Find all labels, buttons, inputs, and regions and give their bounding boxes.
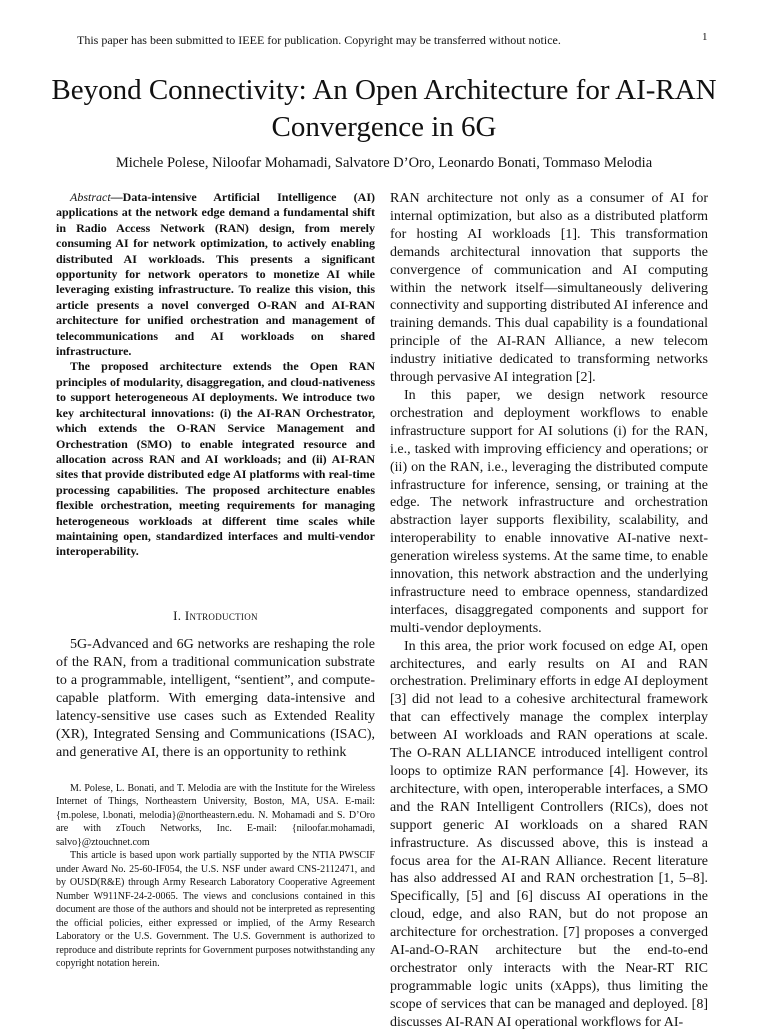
abstract-paragraph-1 (56, 190, 375, 359)
abstract-text-1: —Data-intensive Artificial Intelligence (AI) applications at the network edge demand a fundamental shift in Radio Access Network (RAN) design, from merely consuming AI for network optimization, to actively enabling distributed AI workloads. This presents a significant opportunity for network operators to monetize AI while leveraging existing infrastructure. To realize this vision, this article presents a novel converged O-RAN and AI-RAN architecture for unified orchestration and management of telecommunications and AI workloads on shared infrastructure. (56, 190, 375, 359)
submission-notice: This paper has been submitted to IEEE for publication. Copyright may be transferred without notice. (77, 33, 561, 47)
abstract-label: Abstract (70, 190, 111, 204)
page-number: 1 (702, 31, 708, 43)
left-column (56, 190, 375, 971)
intro-paragraph-2: In this paper, we design network resource orchestration and deployment workflows to enable infrastructure support for AI solutions (i) for the RAN, i.e., tasked with improving efficiency and operations; or (ii) on the RAN, i.e., leveraging the distributed compute infrastructure for inference, sensing, or training at the edge. The network infrastructure and orchestration abstraction layer supports flexibility, scalability, and interoperability to enable innovative AI-native next-generation wireless systems. At the same time, to enable innovation, this network abstraction and the underlying infrastructure need to embrace openness, standardized interfaces, disaggregated components and support for multi-vendor deployments. (390, 387, 708, 636)
footnote-funding: This article is based upon work partially supported by the NTIA PWSCIF under Award No. 25-60-IF054, the U.S. NSF under award CNS-2112471, and by OUSD(R&E) through Army Research Laboratory Cooperative Agreement Number W911NF-24-2-0065. The views and conclusions contained in this document are those of the authors and should not be interpreted as representing the official policies, either expressed or implied, of the Army Research Laboratory or the U.S. Government. The U.S. Government is authorized to reproduce and distribute reprints for Government purposes notwithstanding any copyright notation herein. (56, 850, 375, 970)
footnote-affiliations: M. Polese, L. Bonati, and T. Melodia are with the Institute for the Wireless Internet of Things, Northeastern University, Boston, MA, USA. E-mail: {m.polese, l.bonati, melodia}@northeastern.edu. N. Mohamadi and S. D’Oro are with zTouch Networks, Inc. E-mail: {niloofar.mohamadi, salvo}@ztouchnet.com (56, 782, 375, 848)
intro-paragraph-1: 5G-Advanced and 6G networks are reshaping the role of the RAN, from a traditional communication substrate to a programmable, intelligent, “sentient”, and compute-capable platform. With emerging data-intensive and latency-sensitive use cases such as Extended Reality (XR), Integrated Sensing and Communications (ISAC), and generative AI, there is an opportunity to rethink (56, 636, 375, 760)
author-list: Michele Polese, Niloofar Mohamadi, Salvatore D’Oro, Leonardo Bonati, Tommaso Melodia (115, 155, 653, 171)
abstract (56, 190, 375, 560)
section-heading-introduction: I. Introduction (173, 607, 258, 623)
paper-title: Beyond Connectivity: An Open Architecture for AI-RAN Convergence in 6G (51, 74, 717, 143)
intro-paragraph-3: In this area, the prior work focused on edge AI, open architectures, and early results on AI and RAN orchestration. Preliminary efforts in edge AI deployment [3] did not lead to a cohesive architectural framework that can effectively manage the complex interplay between AI workloads and RAN operations at scale. The O-RAN ALLIANCE introduced intelligent control loops to optimize RAN performance [4]. However, its architecture, with open, interoperable interfaces, a SMO and the RAN Intelligent Controllers (RICs), does not support generic AI workloads on a shared RAN infrastructure. As discussed above, this is instead a focus area for the AI-RAN Alliance. Recent literature has also addressed AI and RAN orchestration [1, 5–8]. Specifically, [5] and [6] discuss AI operations in the cloud, edge, and also RAN, but do not propose an architecture for orchestration. [7] proposes a converged AI-and-O-RAN architecture but the end-to-end orchestrator only interacts with the Near-RT RIC programmable logic units (xApps), thus limiting the scope of services that can be managed and deployed. [8] discusses AI-RAN AI operational workflows for AI- (390, 638, 708, 1030)
right-column (390, 190, 708, 1032)
intro-paragraph-continued: RAN architecture not only as a consumer of AI for internal optimization, but also as a distributed platform for hosting AI workloads [1]. This transformation demands architectural innovation that supports the convergence of communication and AI computing within the network itself—simultaneously delivering connectivity and supporting distributed AI inference and training demands. This dual capability is a foundational principle of the AI-RAN Alliance, a new telecom industry initiative dedicated to transforming networks through pervasive AI integration [2]. (390, 191, 708, 386)
abstract-paragraph-2: The proposed architecture extends the Open RAN principles of modularity, disaggregation, and cloud-nativeness to support heterogeneous AI deployments. We introduce two key architectural innovations: (i) the AI-RAN Orchestrator, which extends the O-RAN Service Management and Orchestration (SMO) to enable integrated resource and allocation across RAN and AI workloads; and (ii) AI-RAN sites that provide distributed edge AI platforms with real-time processing capabilities. The proposed architecture enables flexible orchestration, meeting requirements for managing heterogeneous workloads at different time scales while maintaining open, standardized interfaces and multi-vendor interoperability. (56, 359, 375, 559)
footnotes (56, 776, 375, 971)
